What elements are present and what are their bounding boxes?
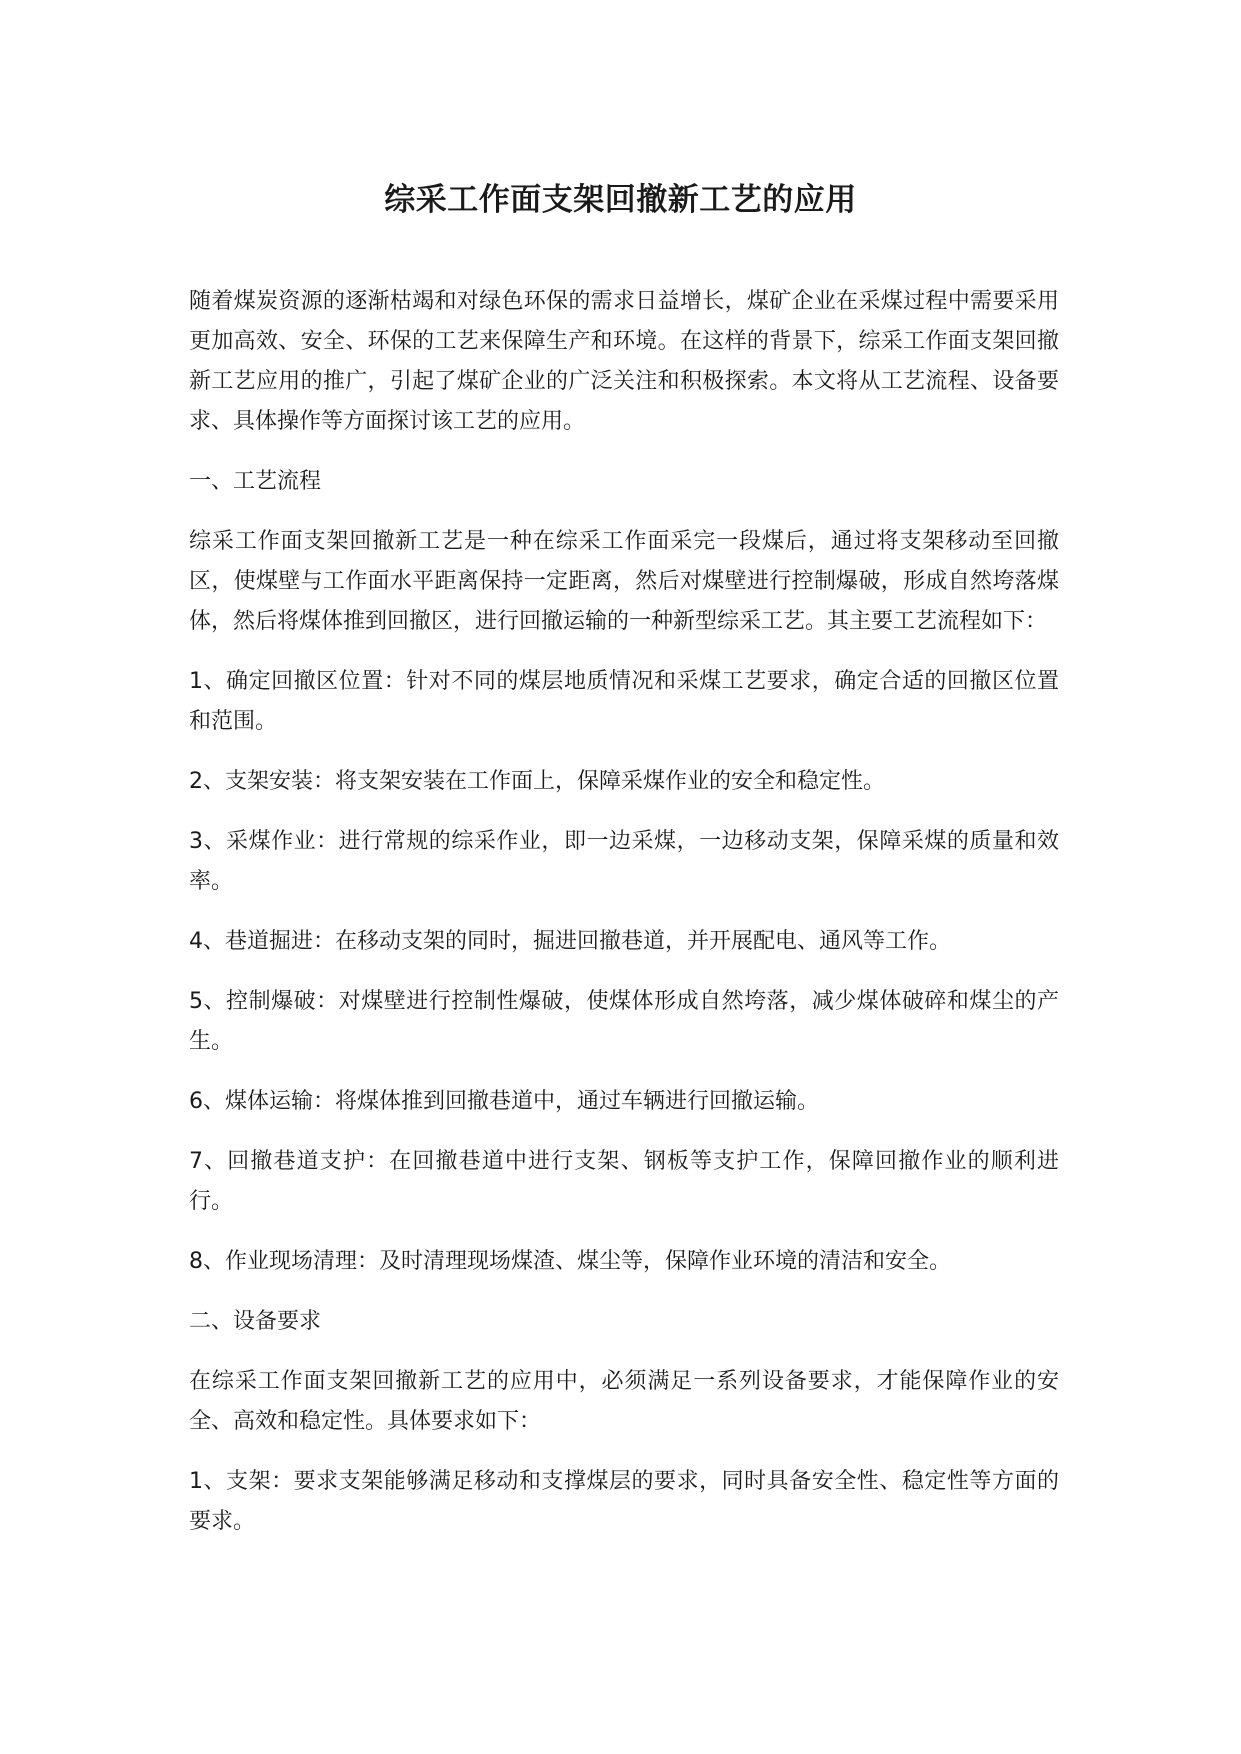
process-step-6: 6、煤体运输：将煤体推到回撤巷道中，通过车辆进行回撤运输。 xyxy=(189,1089,819,1114)
document-body xyxy=(189,282,1059,1562)
document-title: 综采工作面支架回撤新工艺的应用 xyxy=(384,182,857,218)
section-heading-equipment: 二、设备要求 xyxy=(189,1309,322,1334)
process-step-3: 3、采煤作业：进行常规的综采作业，即一边采煤，一边移动支架，保障采煤的质量和效率。 xyxy=(189,829,1059,894)
process-step-4: 4、巷道掘进：在移动支架的同时，掘进回撤巷道，并开展配电、通风等工作。 xyxy=(189,929,951,954)
process-description: 综采工作面支架回撤新工艺是一种在综采工作面采完一段煤后，通过将支架移动至回撤区，使煤壁与工作面水平距离保持一定距离，然后对煤壁进行控制爆破，形成自然垮落煤体，然后将煤体推到回撤区，进行回撤运输的一种新型综采工艺。其主要工艺流程如下： xyxy=(189,529,1059,634)
process-step-5: 5、控制爆破：对煤壁进行控制性爆破，使煤体形成自然垮落，减少煤体破碎和煤尘的产生。 xyxy=(189,989,1059,1054)
process-step-7: 7、回撤巷道支护：在回撤巷道中进行支架、钢板等支护工作，保障回撤作业的顺利进行。 xyxy=(189,1149,1059,1214)
process-step-1: 1、确定回撤区位置：针对不同的煤层地质情况和采煤工艺要求，确定合适的回撤区位置和范围。 xyxy=(189,669,1059,734)
process-step-2: 2、支架安装：将支架安装在工作面上，保障采煤作业的安全和稳定性。 xyxy=(189,769,885,794)
equipment-item-1: 1、支架：要求支架能够满足移动和支撑煤层的要求，同时具备安全性、稳定性等方面的要求。 xyxy=(189,1469,1059,1534)
section-heading-process: 一、工艺流程 xyxy=(189,469,322,494)
intro-paragraph: 随着煤炭资源的逐渐枯竭和对绿色环保的需求日益增长，煤矿企业在采煤过程中需要采用更加高效、安全、环保的工艺来保障生产和环境。在这样的背景下，综采工作面支架回撤新工艺应用的推广，引起了煤矿企业的广泛关注和积极探索。本文将从工艺流程、设备要求、具体操作等方面探讨该工艺的应用。 xyxy=(189,289,1059,434)
process-step-8: 8、作业现场清理：及时清理现场煤渣、煤尘等，保障作业环境的清洁和安全。 xyxy=(189,1249,951,1274)
equipment-description: 在综采工作面支架回撤新工艺的应用中，必须满足一系列设备要求，才能保障作业的安全、高效和稳定性。具体要求如下： xyxy=(189,1369,1059,1434)
